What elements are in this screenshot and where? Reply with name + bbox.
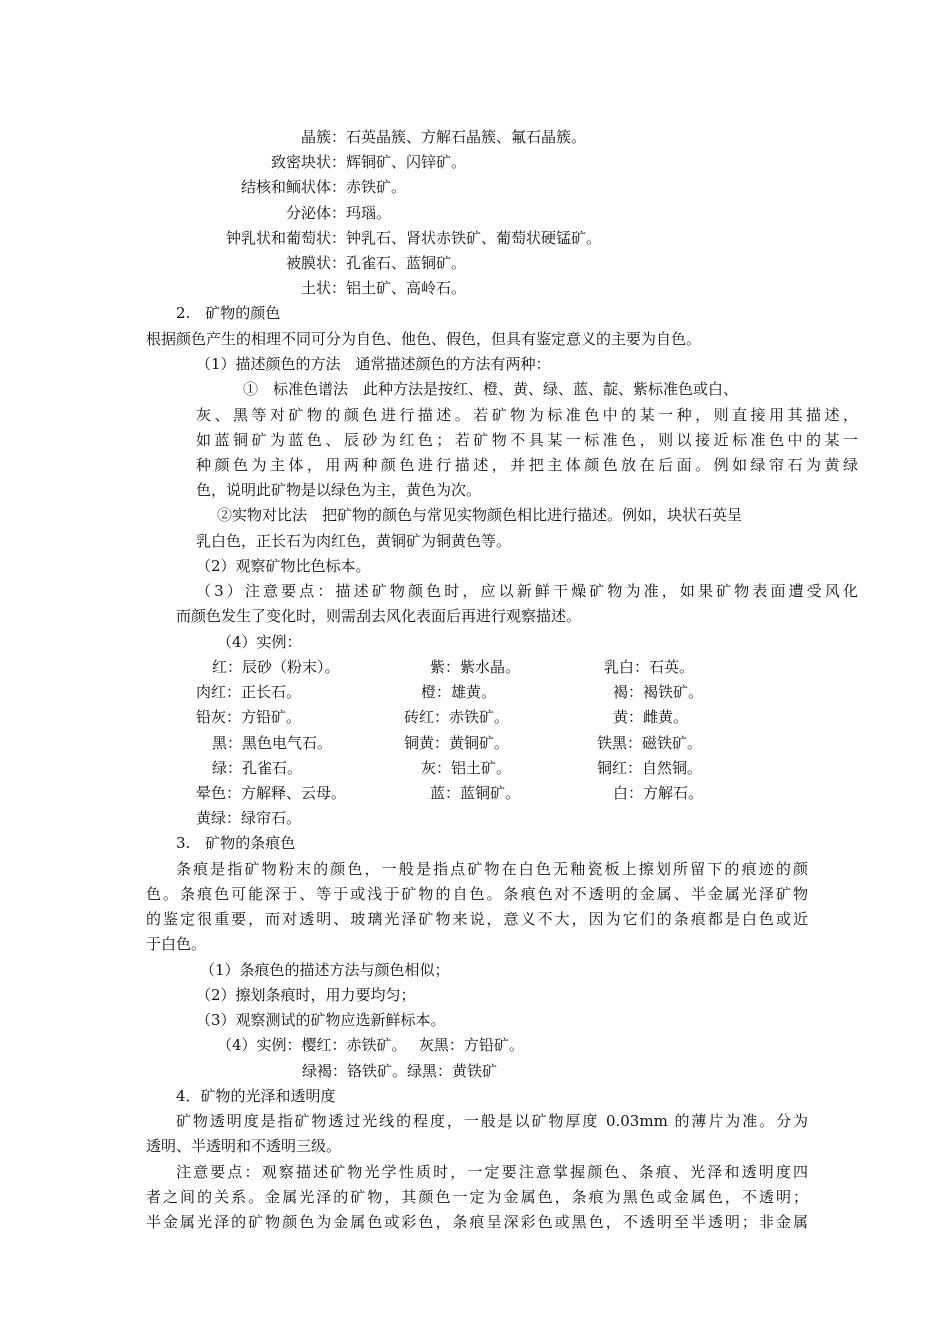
color-caution-line: 而颜色发生了变化时，则需刮去风化表面后再进行观察描述。 <box>176 607 582 625</box>
section-heading-streak: 3. 矿物的条痕色 <box>176 834 296 852</box>
aggregate-value: 石英晶簇、方解石晶簇、氟石晶簇。 <box>346 128 587 146</box>
color-example: 晕色：方解释、云母。 <box>196 784 347 802</box>
color-observe: （2）观察矿物比色标本。 <box>196 557 371 575</box>
luster-paragraph-line: 透明、半透明和不透明三级。 <box>146 1137 342 1155</box>
streak-item: （1）条痕色的描述方法与颜色相似； <box>200 961 450 979</box>
color-example: 橙：雄黄。 <box>421 683 497 701</box>
standard-method-line: 如蓝铜矿为蓝色、辰砂为红色；若矿物不具某一标准色，则以接近标准色中的某一 <box>196 431 858 449</box>
aggregate-label: 土状： <box>300 279 346 297</box>
compare-method-line: 乳白色，正长石为肉红色，黄铜矿为铜黄色等。 <box>196 532 512 550</box>
color-example: 绿：孔雀石。 <box>212 759 303 777</box>
color-example: 白：方解石。 <box>613 784 704 802</box>
color-example: 灰：铝土矿。 <box>421 759 512 777</box>
aggregate-row <box>200 203 391 223</box>
section-heading-luster: 4．矿物的光泽和透明度 <box>176 1087 336 1105</box>
luster-paragraph-line: 者之间的关系。金属光泽的矿物，其颜色一定为金属色，条痕为黑色或金属色，不透明； <box>146 1188 808 1206</box>
color-example: 黑：黑色电气石。 <box>212 734 333 752</box>
aggregate-label: 致密块状： <box>270 153 346 171</box>
streak-item: （3）观察测试的矿物应选新鲜标本。 <box>196 1011 446 1029</box>
standard-method-line: 种颜色为主体，用两种颜色进行描述，并把主体颜色放在后面。例如绿帘石为黄绿 <box>196 456 858 474</box>
color-example: 肉红：正长石。 <box>196 683 302 701</box>
aggregate-row <box>200 228 601 248</box>
aggregate-label: 晶簇： <box>300 128 346 146</box>
aggregate-label: 钟乳状和葡萄状： <box>225 229 346 247</box>
color-example: 铜黄：黄铜矿。 <box>404 734 510 752</box>
streak-examples-line: （4）实例：樱红：赤铁矿。 灰黑：方铅矿。 <box>217 1036 524 1054</box>
aggregate-row <box>200 278 466 298</box>
aggregate-row <box>200 177 406 197</box>
streak-paragraph-line: 条痕是指矿物粉末的颜色，一般是指点矿物在白色无釉瓷板上擦划所留下的痕迹的颜 <box>176 860 808 878</box>
color-example: 黄：雌黄。 <box>613 708 689 726</box>
streak-item: （2）擦划条痕时，用力要均匀； <box>196 986 416 1004</box>
luster-paragraph-line: 半金属光泽的矿物颜色为金属色或彩色，条痕呈深彩色或黑色，不透明至半透明；非金属 <box>146 1213 808 1231</box>
aggregate-value: 孔雀石、蓝铜矿。 <box>346 254 467 272</box>
color-example: 蓝：蓝铜矿。 <box>430 784 521 802</box>
streak-examples-line: 绿褐：铬铁矿。绿黑：黄铁矿 <box>302 1062 498 1080</box>
aggregate-value: 钟乳石、肾状赤铁矿、葡萄状硬锰矿。 <box>346 229 602 247</box>
luster-paragraph-line: 矿物透明度是指矿物透过光线的程度，一般是以矿物厚度 0.03mm 的薄片为准。分为 <box>176 1112 808 1130</box>
color-intro: 根据颜色产生的相理不同可分为自色、他色、假色，但具有鉴定意义的主要为自色。 <box>146 330 702 348</box>
section-heading-color: 2. 矿物的颜色 <box>176 304 281 322</box>
standard-method-line: ① 标准色谱法 此种方法是按红、橙、黄、绿、蓝、靛、紫标准色或白、 <box>243 380 739 398</box>
color-example: 红：辰砂（粉末）。 <box>212 658 340 676</box>
streak-paragraph-line: 色。条痕色可能深于、等于或浅于矿物的自色。条痕色对不透明的金属、半金属光泽矿物 <box>146 885 808 903</box>
aggregate-value: 玛瑙。 <box>346 204 392 222</box>
color-examples-title: （4）实例： <box>217 633 302 651</box>
color-example: 铜红：自然铜。 <box>597 759 703 777</box>
streak-paragraph-line: 于白色。 <box>146 935 207 953</box>
aggregate-value: 赤铁矿。 <box>346 178 407 196</box>
aggregate-label: 分泌体： <box>285 204 346 222</box>
aggregate-value: 铝土矿、高岭石。 <box>346 279 467 297</box>
compare-method-line: ②实物对比法 把矿物的颜色与常见实物颜色相比进行描述。例如，块状石英呈 <box>217 506 743 524</box>
aggregate-row <box>200 127 586 147</box>
color-example: 褐：褐铁矿。 <box>613 683 704 701</box>
color-method-title: （1）描述颜色的方法 通常描述颜色的方法有两种： <box>196 355 551 373</box>
standard-method-line: 色，说明此矿物是以绿色为主，黄色为次。 <box>196 481 482 499</box>
color-example: 紫：紫水晶。 <box>430 658 521 676</box>
luster-paragraph-line: 注意要点：观察描述矿物光学性质时，一定要注意掌握颜色、条痕、光泽和透明度四 <box>176 1163 808 1181</box>
aggregate-label: 被膜状： <box>285 254 346 272</box>
color-example: 铁黑：磁铁矿。 <box>597 734 703 752</box>
color-example: 铅灰：方铅矿。 <box>196 708 302 726</box>
color-caution-line: （3）注意要点：描述矿物颜色时，应以新鲜干燥矿物为准，如果矿物表面遭受风化 <box>196 582 858 600</box>
streak-paragraph-line: 的鉴定很重要，而对透明、玻璃光泽矿物来说，意义不大，因为它们的条痕都是白色或近 <box>146 910 808 928</box>
color-example: 乳白：石英。 <box>604 658 695 676</box>
color-example: 黄绿：绿帘石。 <box>196 809 302 827</box>
aggregate-row <box>200 152 466 172</box>
color-example: 砖红：赤铁矿。 <box>404 708 510 726</box>
aggregate-label: 结核和鲕状体： <box>240 178 346 196</box>
aggregate-row <box>200 253 466 273</box>
aggregate-value: 辉铜矿、闪锌矿。 <box>346 153 467 171</box>
standard-method-line: 灰、黑等对矿物的颜色进行描述。若矿物为标准色中的某一种，则直接用其描述， <box>196 406 858 424</box>
